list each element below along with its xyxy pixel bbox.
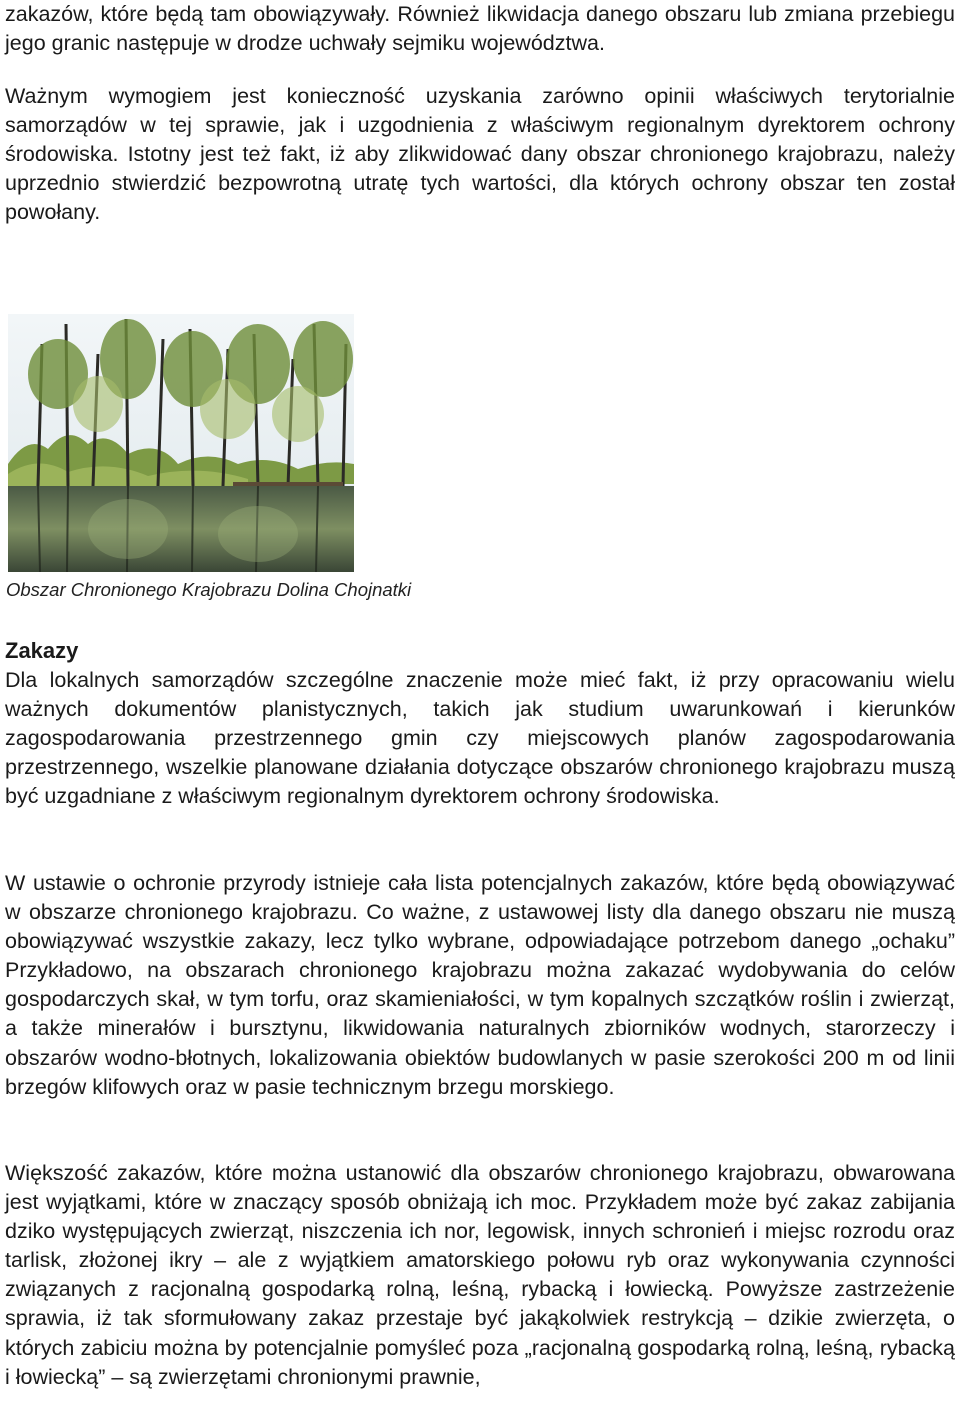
paragraph-local-governments: Dla lokalnych samorządów szczególne znaczenie może mieć fakt, iż przy opracowaniu wielu ważnych dokumentów planistycznych, takich jak studium uwarunkowań i kierunków zagospodarowania przestrzennego gmin czy miejscowych planów zagospodarowania przestrzennego, wszelkie planowane działania dotyczące obszarów chronionego krajobrazu muszą być uzgadniane z właściwym regionalnym dyrektorem ochrony środowiska.	[5, 668, 955, 809]
landscape-photo	[8, 314, 354, 572]
paragraph-intro: zakazów, które będą tam obowiązywały. Również likwidacja danego obszaru lub zmiana przebiegu jego granic następuje w drodze uchwały sejmiku województwa.	[5, 2, 955, 56]
paragraph-requirements: Ważnym wymogiem jest konieczność uzyskania zarówno opinii właściwych terytorialnie samorządów w tej sprawie, jak i uzgodnienia z właściwym regionalnym dyrektorem ochrony środowiska. Istotny jest też fakt, iż aby zlikwidować dany obszar chronionego krajobrazu, należy uprzednio stwierdzić bezpowrotną utratę tych wartości, dla których ochrony obszar ten został powołany.	[5, 84, 955, 225]
photo-caption: Obszar Chronionego Krajobrazu Dolina Chojnatki	[6, 579, 412, 600]
section-heading: Zakazy	[5, 638, 79, 663]
paragraph-exceptions: Większość zakazów, które można ustanowić dla obszarów chronionego krajobrazu, obwarowana jest wyjątkami, które w znaczący sposób obniżają ich moc. Przykładem może być zakaz zabijania dziko występujących zwierząt, niszczenia ich nor, legowisk, innych schronień i miejsc rozrodu oraz tarlisk, złożonej ikry – ale z wyjątkiem amatorskiego połowu ryb oraz wykonywania czynności związanych z racjonalną gospodarką rolną, leśną, rybacką i łowiecką. Powyższe zastrzeżenie sprawia, iż tak sformułowany zakaz przestaje być jakąkolwiek restrykcją – dzikie zwierzęta, o których zabiciu można by potencjalnie pomyśleć poza „racjonalną gospodarką rolną, leśną, rybacką i łowiecką” – są zwierzętami chronionymi prawnie,	[5, 1161, 955, 1389]
paragraph-prohibitions-list: W ustawie o ochronie przyrody istnieje cała lista potencjalnych zakazów, które będą obowiązywać w obszarze chronionego krajobrazu. Co ważne, z ustawowej listy dla danego obszaru nie muszą obowiązywać wszystkie zakazy, lecz tylko wybrane, odpowiadające potrzebom danego „ochaku” Przykładowo, na obszarach chronionego krajobrazu można zakazać wydobywania do celów gospodarczych skał, w tym torfu, oraz skamieniałości, w tym kopalnych szczątków roślin i zwierząt, a także minerałów i bursztynu, likwidowania naturalnych zbiorników wodnych, starorzeczy i obszarów wodno-błotnych, lokalizowania obiektów budowlanych w pasie szerokości 200 m od linii brzegów klifowych oraz w pasie technicznym brzegu morskiego.	[5, 871, 955, 1099]
